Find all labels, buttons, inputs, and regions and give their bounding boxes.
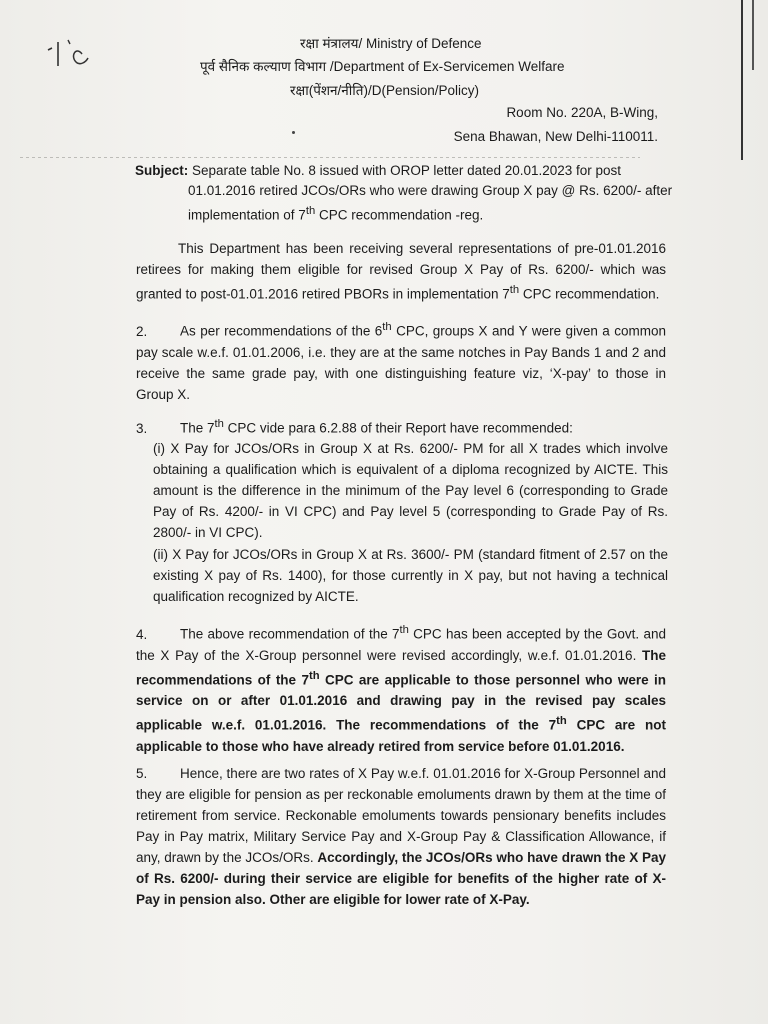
paragraph-number: 2.	[136, 323, 148, 339]
handwritten-mark-icon	[40, 36, 110, 76]
paragraph-3: 3. The 7th CPC vide para 6.2.88 of their Report have recommended:	[136, 414, 666, 439]
sub-item-ii: (ii) X Pay for JCOs/ORs in Group X at Rs. 3600/- PM (standard fitment of 2.57 on the existing X pay of Rs. 1400), for those currently in X pay, but not having a technical qualification recognized by AICTE.	[153, 547, 668, 604]
subject-line-2: 01.01.2016 retired JCOs/ORs who were drawing Group X pay @ Rs. 6200/- after	[188, 183, 673, 198]
header-divider	[20, 157, 640, 158]
subject-line-1: Separate table No. 8 issued with OROP letter dated 20.01.2023 for post	[192, 163, 622, 178]
paragraph-number: 3.	[136, 420, 148, 436]
room-address: Room No. 220A, B-Wing,	[506, 105, 658, 120]
sub-item-i: (i) X Pay for JCOs/ORs in Group X at Rs. 6200/- PM for all X trades which involve obtaining a qualification which is equivalent of a diploma recognized by AICTE. This amount is the difference in the minimum of the Pay level 6 (corresponding to Grade Pay of Rs. 4200/- in VI CPC) and Pay level 5 (corresponding to Grade Pay of Rs. 2800/- in VI CPC).	[153, 441, 668, 540]
scan-edge-line	[741, 0, 743, 160]
subject-block	[135, 161, 680, 226]
paragraph-5: 5. Hence, there are two rates of X Pay w.e.f. 01.01.2016 for X-Group Personnel and they are eligible for pension as per reckonable emoluments drawn by them at the time of retirement from service. Reckonable emoluments towards pensionary benefits includes Pay in Pay matrix, Military Service Pay and X-Group Pay & Classification Allowance, if any, drawn by the JCOs/ORs. Accordingly, the JCOs/ORs who have drawn the X Pay of Rs. 6200/- during their service are eligible for benefits of the higher rate of X-Pay in pension also. Other are eligible for lower rate of X-Pay.	[136, 763, 666, 910]
subject-line-3: implementation of 7th CPC recommendation -reg.	[188, 205, 484, 223]
intro-paragraph: This Department has been receiving several representations of pre-01.01.2016 retirees for making them eligible for revised Group X Pay of Rs. 6200/- which was granted to post-01.01.2016 retired PBORs in implementation 7th CPC recommendation.	[136, 241, 666, 302]
paragraph-number: 5.	[136, 766, 148, 781]
paragraph-number: 4.	[136, 626, 148, 642]
ministry-name: रक्षा मंत्रालय/ Ministry of Defence	[300, 36, 482, 51]
department-name: पूर्व सैनिक कल्याण विभाग /Department of Ex-Servicemen Welfare	[200, 59, 565, 74]
scan-edge-line	[752, 0, 754, 70]
scan-speck	[292, 131, 295, 134]
division-name: रक्षा(पेंशन/नीति)/D(Pension/Policy)	[290, 83, 479, 98]
paragraph-4: 4. The above recommendation of the 7th CPC has been accepted by the Govt. and the X Pay of the X-Group personnel were revised accordingly, w.e.f. 01.01.2016. The recommendations of the 7th CPC are applicable to those personnel who were in service on or after 01.01.2016 and drawing pay in the revised pay scales applicable w.e.f. 01.01.2016. The recommendations of the 7th CPC are not applicable to those who have already retired from service before 01.01.2016.	[136, 624, 666, 754]
office-address: Sena Bhawan, New Delhi-110011.	[453, 129, 658, 144]
paragraph-2: 2. As per recommendations of the 6th CPC, groups X and Y were given a common pay scale w.e.f. 01.01.2006, i.e. they are at the same notches in Pay Bands 1 and 2 and receive the same grade pay, with one distinguishing feature viz, ‘X-pay’ to those in Group X.	[136, 321, 666, 402]
subject-label: Subject:	[135, 163, 189, 178]
